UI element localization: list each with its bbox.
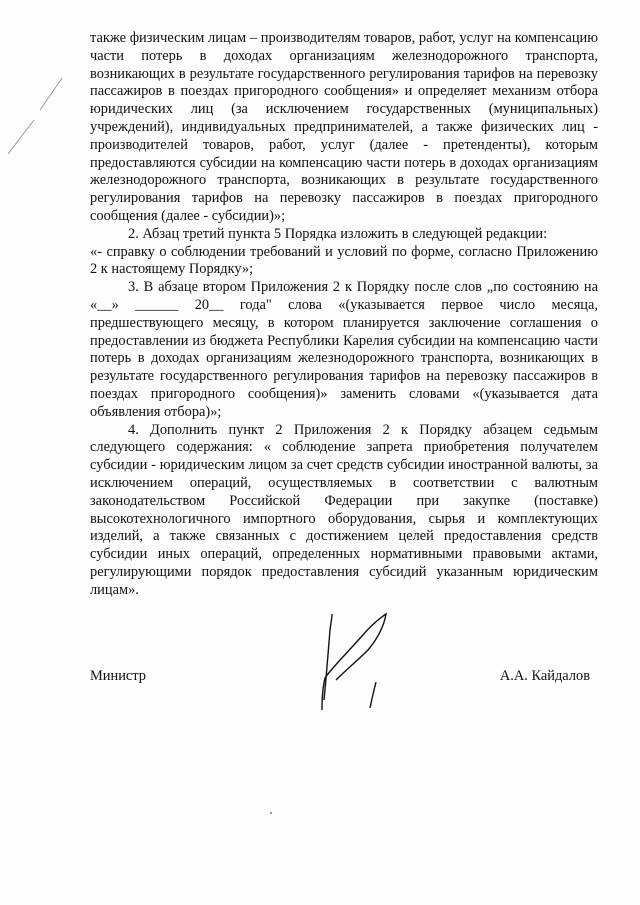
scan-speck <box>270 812 272 814</box>
paragraph-4: 3. В абзаце втором Приложения 2 к Порядку после слов „по состоянию на «__» ______ 20__ года" слова «(указывается первое число месяца, предшествующего месяцу, в котором планируется заключение соглашения о предоставлении из бюджета Республики Карелия субсидии на компенсацию части потерь в доходах организациям железнодорожного транспорта, возникающих в результате государственного регулирования тарифов на перевозку пассажиров в поездах пригородного сообщения)» заменить словами «(указывается дата объявления отбора)»; <box>90 279 598 420</box>
document-body <box>90 30 598 600</box>
signatory-title: Министр <box>90 668 146 684</box>
signatory-name: А.А. Кайдалов <box>499 668 590 684</box>
paragraph-3: «- справку о соблюдении требований и условий по форме, согласно Приложению 2 к настоящему Порядку»; <box>90 243 598 278</box>
paragraph-1: также физическим лицам – производителям товаров, работ, услуг на компенсацию части потерь в доходах организациям железнодорожного транспорта, возникающих в результате государственного регулирования тарифов на перевозку пассажиров в поездах пригородного сообщения» и определяет механизм отбора юридических лиц (за исключением государственных (муниципальных) учреждений), индивидуальных предпринимателей, а также физических лиц - производителей товаров, работ, услуг (далее - претенденты), которым предоставляются субсидии на компенсацию части потерь в доходах организациям железнодорожного транспорта, возникающих в результате государственного регулирования тарифов на перевозку пассажиров в поездах пригородного сообщения (далее - субсидии)»; <box>90 30 598 224</box>
handwritten-signature <box>310 600 410 720</box>
margin-pencil-mark <box>0 70 70 160</box>
paragraph-2: 2. Абзац третий пункта 5 Порядка изложить в следующей редакции: <box>128 225 548 242</box>
paragraph-5: 4. Дополнить пункт 2 Приложения 2 к Порядку абзацем седьмым следующего содержания: « соблюдение запрета приобретения получателем субсидии - юридическим лицом за счет средств субсидии иностранной валюты, за исключением операций, осуществляемых в соответствии с валютным законодательством Российской Федерации при закупке (поставке) высокотехнологичного импортного оборудования, сырья и комплектующих изделий, а также связанных с достижением целей предоставления средств субсидии иных операций, определенных нормативными правовыми актами, регулирующими порядок предоставления субсидий указанным юридическим лицам». <box>90 421 598 598</box>
